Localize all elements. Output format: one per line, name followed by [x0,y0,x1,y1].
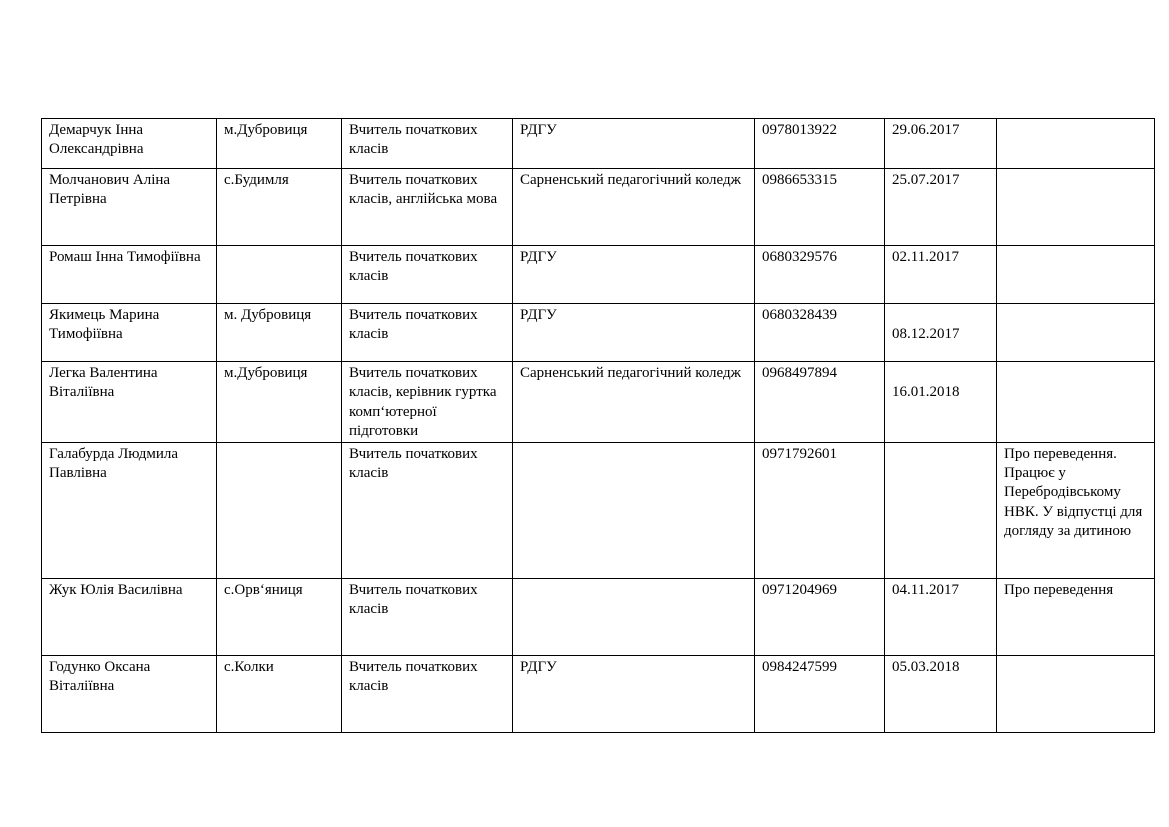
cell-place [217,442,342,578]
cell-position: Вчитель початкових класів [342,442,513,578]
cell-place [217,246,342,304]
table-row [42,304,1155,362]
cell-phone: 0984247599 [755,655,885,732]
cell-name: Галабурда Людмила Павлівна [42,442,217,578]
table-row [42,578,1155,655]
cell-place: м.Дубровиця [217,362,342,443]
cell-date: 25.07.2017 [885,169,997,246]
cell-note [997,655,1155,732]
cell-education: РДГУ [513,655,755,732]
table-row [42,362,1155,443]
table-row [42,246,1155,304]
cell-education [513,578,755,655]
cell-name: Годунко Оксана Віталіївна [42,655,217,732]
cell-name: Жук Юлія Василівна [42,578,217,655]
cell-place: с.Орв‘яниця [217,578,342,655]
cell-name: Демарчук Інна Олександрівна [42,119,217,169]
cell-phone: 0986653315 [755,169,885,246]
cell-note: Про переведення [997,578,1155,655]
cell-note [997,169,1155,246]
teachers-table [41,118,1155,733]
cell-date: 08.12.2017 [885,304,997,362]
cell-note [997,119,1155,169]
cell-phone: 0680328439 [755,304,885,362]
cell-education [513,442,755,578]
cell-education: РДГУ [513,246,755,304]
cell-education: Сарненський педагогічний коледж [513,169,755,246]
cell-note [997,362,1155,443]
table-row [42,442,1155,578]
table-row [42,119,1155,169]
cell-place: с.Будимля [217,169,342,246]
table-row [42,655,1155,732]
cell-position: Вчитель початкових класів, керівник гуртка комп‘ютерної підготовки [342,362,513,443]
cell-phone: 0971204969 [755,578,885,655]
cell-name: Якимець Марина Тимофіївна [42,304,217,362]
cell-education: РДГУ [513,304,755,362]
cell-position: Вчитель початкових класів [342,304,513,362]
cell-phone: 0680329576 [755,246,885,304]
cell-place: с.Колки [217,655,342,732]
cell-position: Вчитель початкових класів, англійська мова [342,169,513,246]
table-row [42,169,1155,246]
cell-phone: 0971792601 [755,442,885,578]
cell-place: м.Дубровиця [217,119,342,169]
cell-education: Сарненський педагогічний коледж [513,362,755,443]
cell-position: Вчитель початкових класів [342,119,513,169]
cell-note: Про переведення. Працює у Перебродівському НВК. У відпустці для догляду за дитиною [997,442,1155,578]
cell-name: Ромаш Інна Тимофіївна [42,246,217,304]
cell-phone: 0978013922 [755,119,885,169]
cell-position: Вчитель початкових класів [342,578,513,655]
cell-position: Вчитель початкових класів [342,246,513,304]
cell-date: 16.01.2018 [885,362,997,443]
cell-note [997,246,1155,304]
cell-education: РДГУ [513,119,755,169]
cell-name: Молчанович Аліна Петрівна [42,169,217,246]
cell-date: 05.03.2018 [885,655,997,732]
cell-note [997,304,1155,362]
cell-date [885,442,997,578]
cell-date: 29.06.2017 [885,119,997,169]
cell-date: 04.11.2017 [885,578,997,655]
cell-phone: 0968497894 [755,362,885,443]
cell-position: Вчитель початкових класів [342,655,513,732]
cell-place: м. Дубровиця [217,304,342,362]
cell-date: 02.11.2017 [885,246,997,304]
cell-name: Легка Валентина Віталіївна [42,362,217,443]
